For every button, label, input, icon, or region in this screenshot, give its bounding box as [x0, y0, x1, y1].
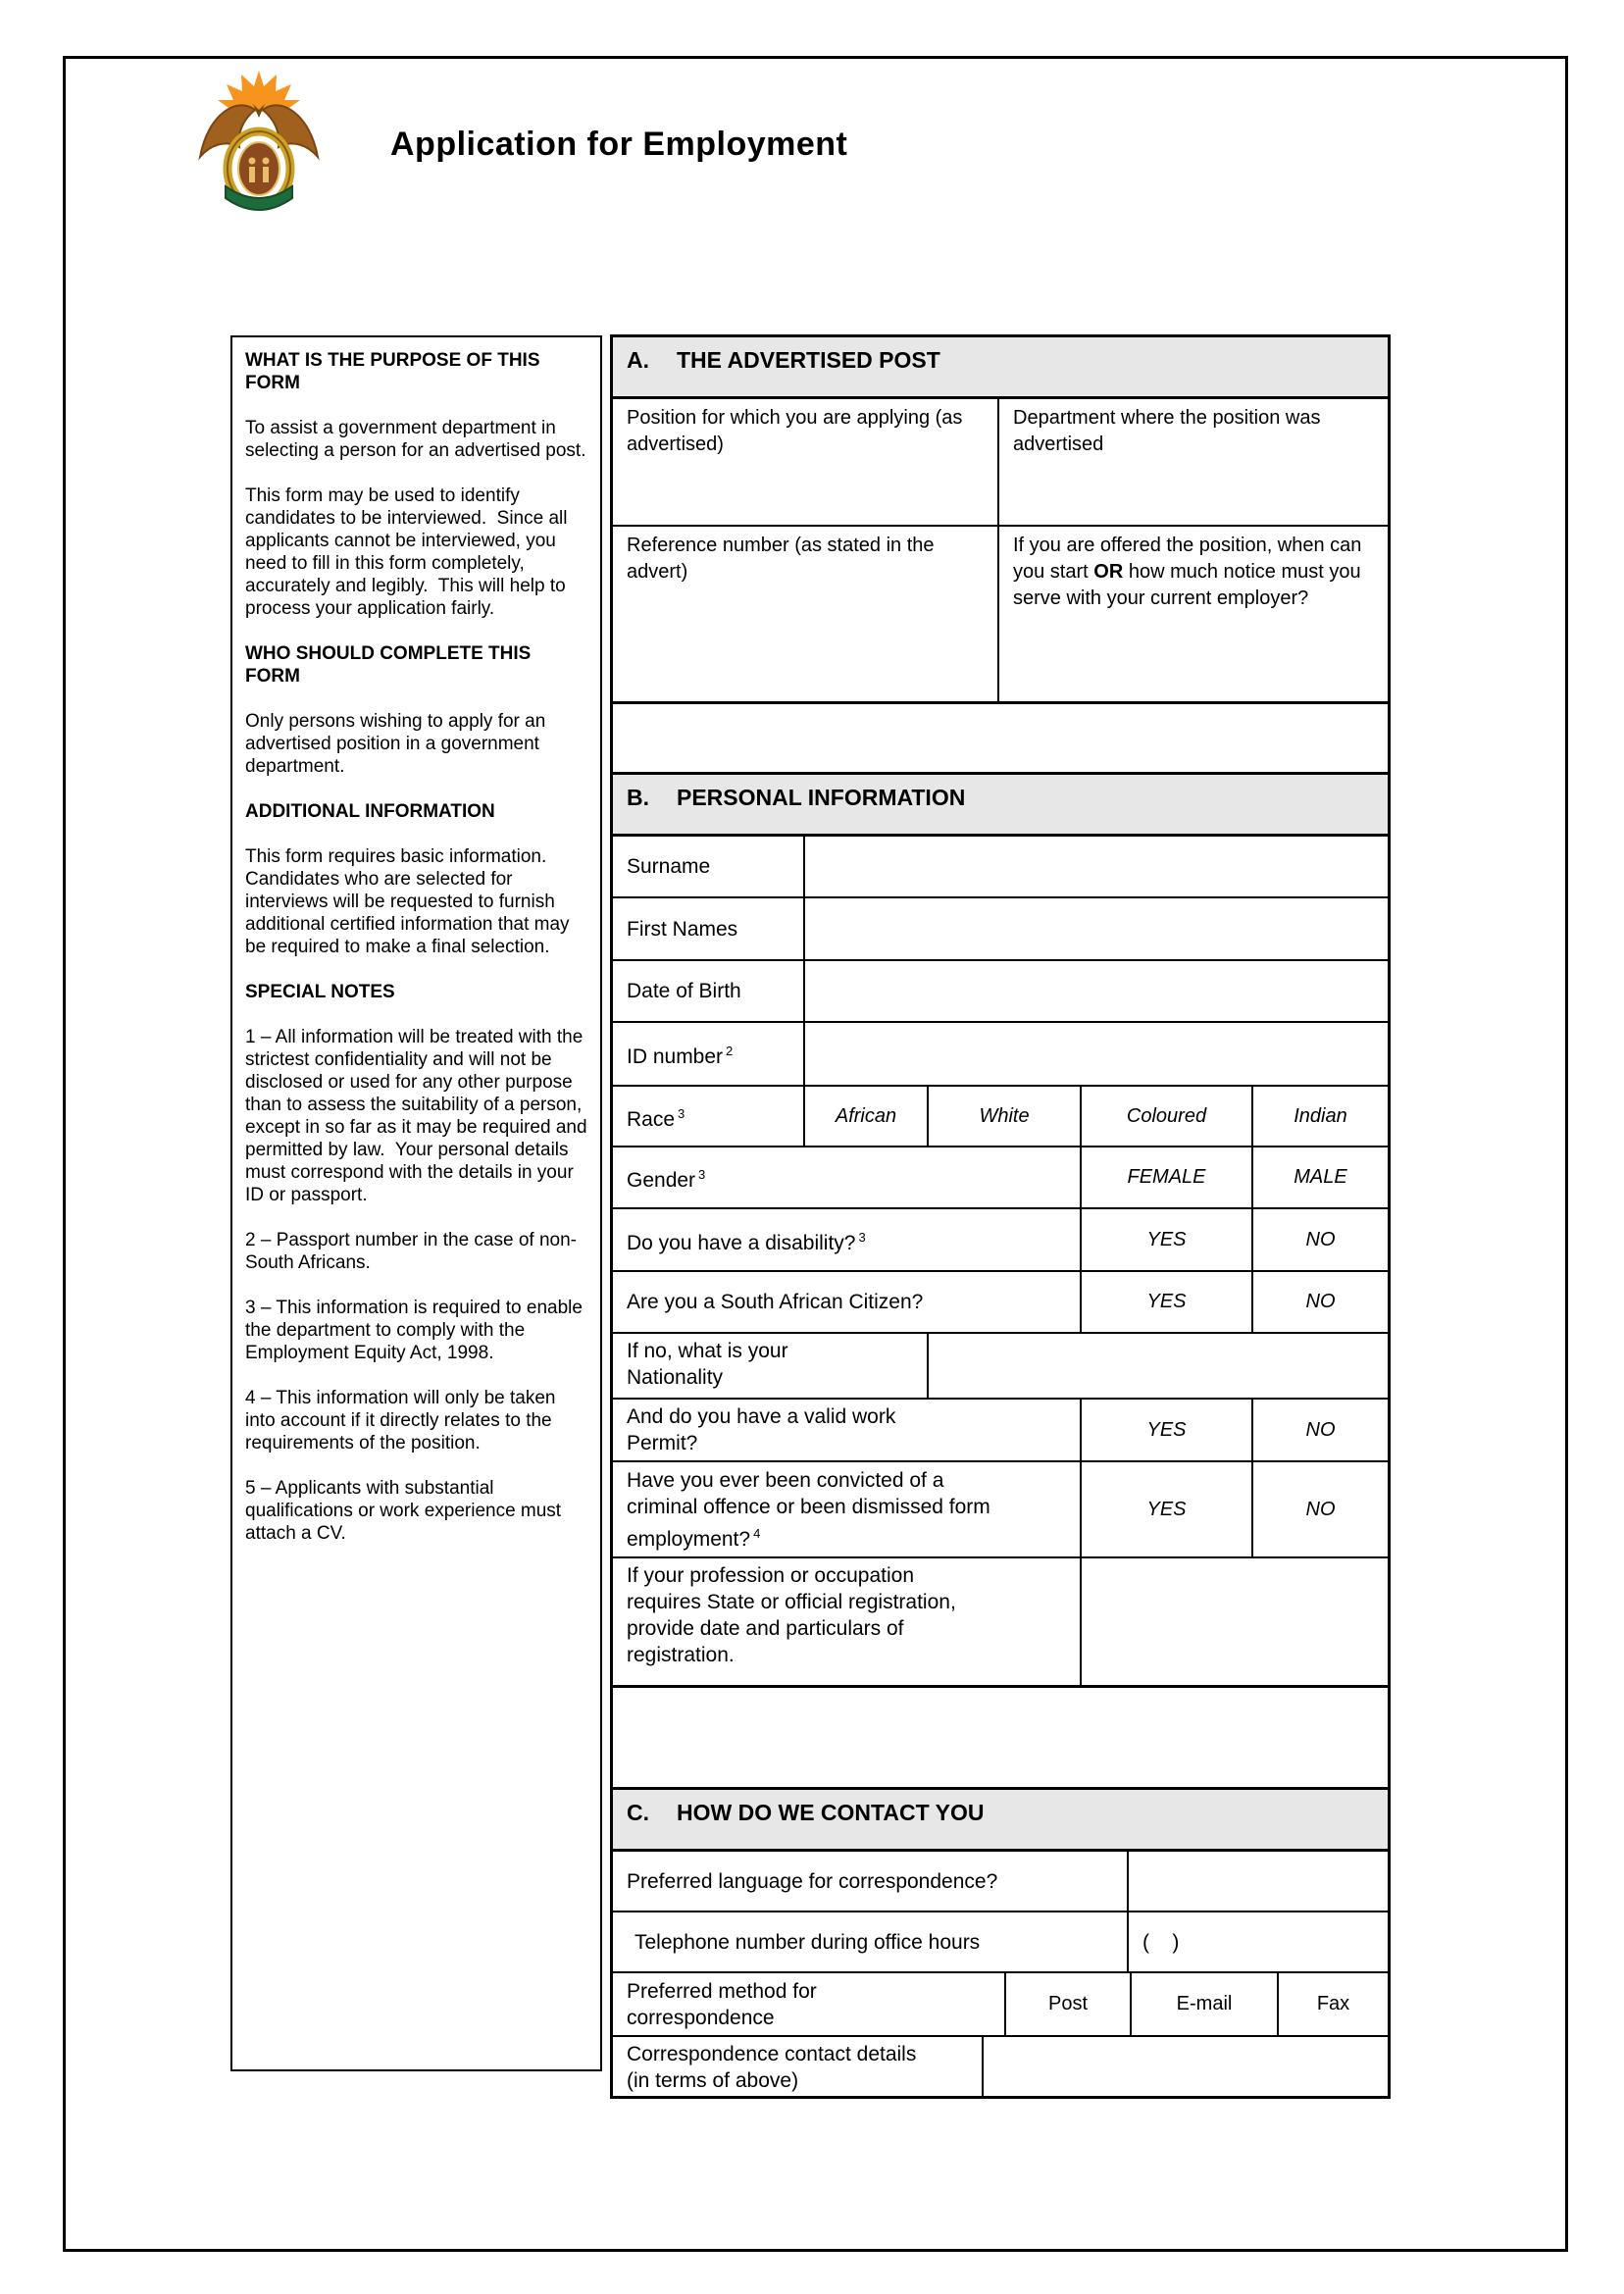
section-a-header: [610, 334, 1391, 399]
citizen-label: Are you a South African Citizen?: [613, 1272, 1082, 1332]
section-b-header: [610, 772, 1391, 837]
coat-of-arms-graphic: [192, 61, 326, 218]
who-para: Only persons wishing to apply for an advertised position in a government department.: [245, 711, 551, 777]
disability-yes-cell[interactable]: YES: [1082, 1209, 1253, 1270]
advertised-post-row-2: [610, 527, 1391, 704]
telephone-row: [610, 1912, 1391, 1973]
work-permit-yes-cell[interactable]: YES: [1082, 1400, 1253, 1460]
position-applying-cell[interactable]: [613, 399, 999, 525]
work-permit-no-cell[interactable]: NO: [1305, 1418, 1336, 1441]
registration-label: If your profession or occupation requires State or official registration, provide date and particulars of registration.: [613, 1558, 1082, 1685]
section-b-letter: B.: [627, 785, 649, 810]
coat-of-arms-logo: [192, 61, 326, 218]
contact-details-label: Correspondence contact details (in terms of above): [613, 2037, 984, 2096]
race-option-indian[interactable]: Indian: [1294, 1104, 1347, 1127]
purpose-para-1: To assist a government department in selecting a person for an advertised post.: [245, 418, 586, 461]
section-c-letter: C.: [627, 1800, 649, 1825]
disability-label: Do you have a disability? $^3$: [613, 1209, 1082, 1270]
registration-input-cell[interactable]: [1082, 1558, 1388, 1685]
preferred-method-row: [610, 1973, 1391, 2037]
special-note-5: 5 – Applicants with substantial qualifications or work experience must attach a CV.: [245, 1478, 567, 1544]
contact-details-input-cell[interactable]: [984, 2037, 1388, 2096]
surname-row: [610, 837, 1391, 898]
preferred-language-input-cell[interactable]: [1129, 1852, 1388, 1911]
section-c-title: HOW DO WE CONTACT YOU: [677, 1800, 985, 1825]
date-of-birth-row: [610, 961, 1391, 1023]
section-gap-a-b: [610, 704, 1391, 772]
start-notice-label: If you are offered the position, when can you start OR how much notice must you serve with your current employer?: [1013, 535, 1362, 609]
telephone-input-cell[interactable]: ( ): [1142, 1930, 1180, 1954]
race-option-coloured[interactable]: Coloured: [1082, 1087, 1253, 1146]
first-names-input-cell[interactable]: [805, 898, 1388, 959]
nationality-row: [610, 1334, 1391, 1400]
citizen-row: [610, 1272, 1391, 1334]
purpose-heading: WHAT IS THE PURPOSE OF THIS FORM: [245, 350, 545, 393]
contact-details-row: [610, 2037, 1391, 2099]
section-b-title: PERSONAL INFORMATION: [677, 785, 966, 810]
date-of-birth-input-cell[interactable]: [805, 961, 1388, 1021]
nationality-label: If no, what is your Nationality: [613, 1334, 929, 1398]
race-option-white[interactable]: White: [929, 1087, 1082, 1146]
work-permit-row: [610, 1400, 1391, 1462]
reference-number-cell[interactable]: [613, 527, 999, 701]
special-note-4: 4 – This information will only be taken into account if it directly relates to the requirements of the position.: [245, 1388, 561, 1453]
preferred-method-label: Preferred method for correspondence: [613, 1973, 1006, 2035]
method-option-post[interactable]: Post: [1006, 1973, 1132, 2035]
convicted-label: Have you ever been convicted of a criminal offence or been dismissed form employment? $^4$: [613, 1462, 1082, 1556]
work-permit-label: And do you have a valid work Permit?: [613, 1400, 1082, 1460]
first-names-row: [610, 898, 1391, 961]
id-number-row: [610, 1023, 1391, 1087]
race-option-african[interactable]: African: [805, 1087, 929, 1146]
position-applying-label: Position for which you are applying (as advertised): [627, 407, 963, 455]
surname-label: Surname: [613, 837, 805, 896]
additional-info-para: This form requires basic information. Candidates who are selected for interviews will be requested to furnish additional certified information that may be required to make a final selection.: [245, 846, 575, 957]
reference-number-label: Reference number (as stated in the advert): [627, 535, 935, 583]
convicted-yes-cell[interactable]: YES: [1082, 1462, 1253, 1556]
race-row: [610, 1087, 1391, 1147]
method-option-email[interactable]: E-mail: [1132, 1973, 1279, 2035]
convicted-no-cell[interactable]: NO: [1305, 1498, 1336, 1520]
preferred-language-label: Preferred language for correspondence?: [613, 1852, 1129, 1911]
section-c-header: [610, 1787, 1391, 1852]
telephone-label: Telephone number during office hours: [613, 1912, 1129, 1971]
race-label: Race $^3$: [613, 1087, 805, 1146]
special-notes-heading: SPECIAL NOTES: [245, 982, 395, 1002]
citizen-no-cell[interactable]: NO: [1305, 1291, 1336, 1312]
disability-no-cell[interactable]: NO: [1305, 1228, 1336, 1250]
gender-label: Gender $^3$: [613, 1147, 1082, 1207]
who-heading: WHO SHOULD COMPLETE THIS FORM: [245, 643, 536, 687]
start-notice-cell[interactable]: [999, 527, 1388, 701]
special-note-2: 2 – Passport number in the case of non-South Africans.: [245, 1230, 577, 1273]
section-a-letter: A.: [627, 347, 649, 373]
special-note-1: 1 – All information will be treated with the strictest confidentiality and will not be disclosed or used for any other purpose than to assess the suitability of a person, except in so far as it may be required and permitted by law. Your personal details must correspond with the details in your ID or passport.: [245, 1027, 592, 1205]
gender-option-male[interactable]: MALE: [1294, 1166, 1347, 1188]
section-a-title: THE ADVERTISED POST: [677, 347, 940, 373]
method-option-fax[interactable]: Fax: [1316, 1993, 1350, 2014]
form-main: [610, 334, 1391, 2099]
id-number-label: ID number $^2$: [613, 1023, 805, 1085]
additional-info-heading: ADDITIONAL INFORMATION: [245, 801, 495, 822]
convicted-row: [610, 1462, 1391, 1558]
disability-row: [610, 1209, 1391, 1272]
section-gap-b-c: [610, 1688, 1391, 1787]
nationality-input-cell[interactable]: [929, 1334, 1388, 1398]
purpose-para-2: This form may be used to identify candidates to be interviewed. Since all applicants cannot be interviewed, you need to fill in this form completely, accurately and legibly. This will help to process your application fairly.: [245, 485, 573, 619]
citizen-yes-cell[interactable]: YES: [1082, 1272, 1253, 1332]
date-of-birth-label: Date of Birth: [613, 961, 805, 1021]
department-advertised-cell[interactable]: [999, 399, 1388, 525]
special-note-3: 3 – This information is required to enable the department to comply with the Employment Equity Act, 1998.: [245, 1298, 588, 1363]
instructions-panel: [230, 335, 602, 2071]
advertised-post-row-1: [610, 399, 1391, 527]
gender-option-female[interactable]: FEMALE: [1082, 1147, 1253, 1207]
registration-row: [610, 1558, 1391, 1688]
page-title: Application for Employment: [390, 126, 848, 163]
first-names-label: First Names: [613, 898, 805, 959]
gender-row: [610, 1147, 1391, 1209]
id-number-input-cell[interactable]: [805, 1023, 1388, 1085]
preferred-language-row: [610, 1852, 1391, 1912]
department-advertised-label: Department where the position was advertised: [1013, 407, 1321, 455]
surname-input-cell[interactable]: [805, 837, 1388, 896]
